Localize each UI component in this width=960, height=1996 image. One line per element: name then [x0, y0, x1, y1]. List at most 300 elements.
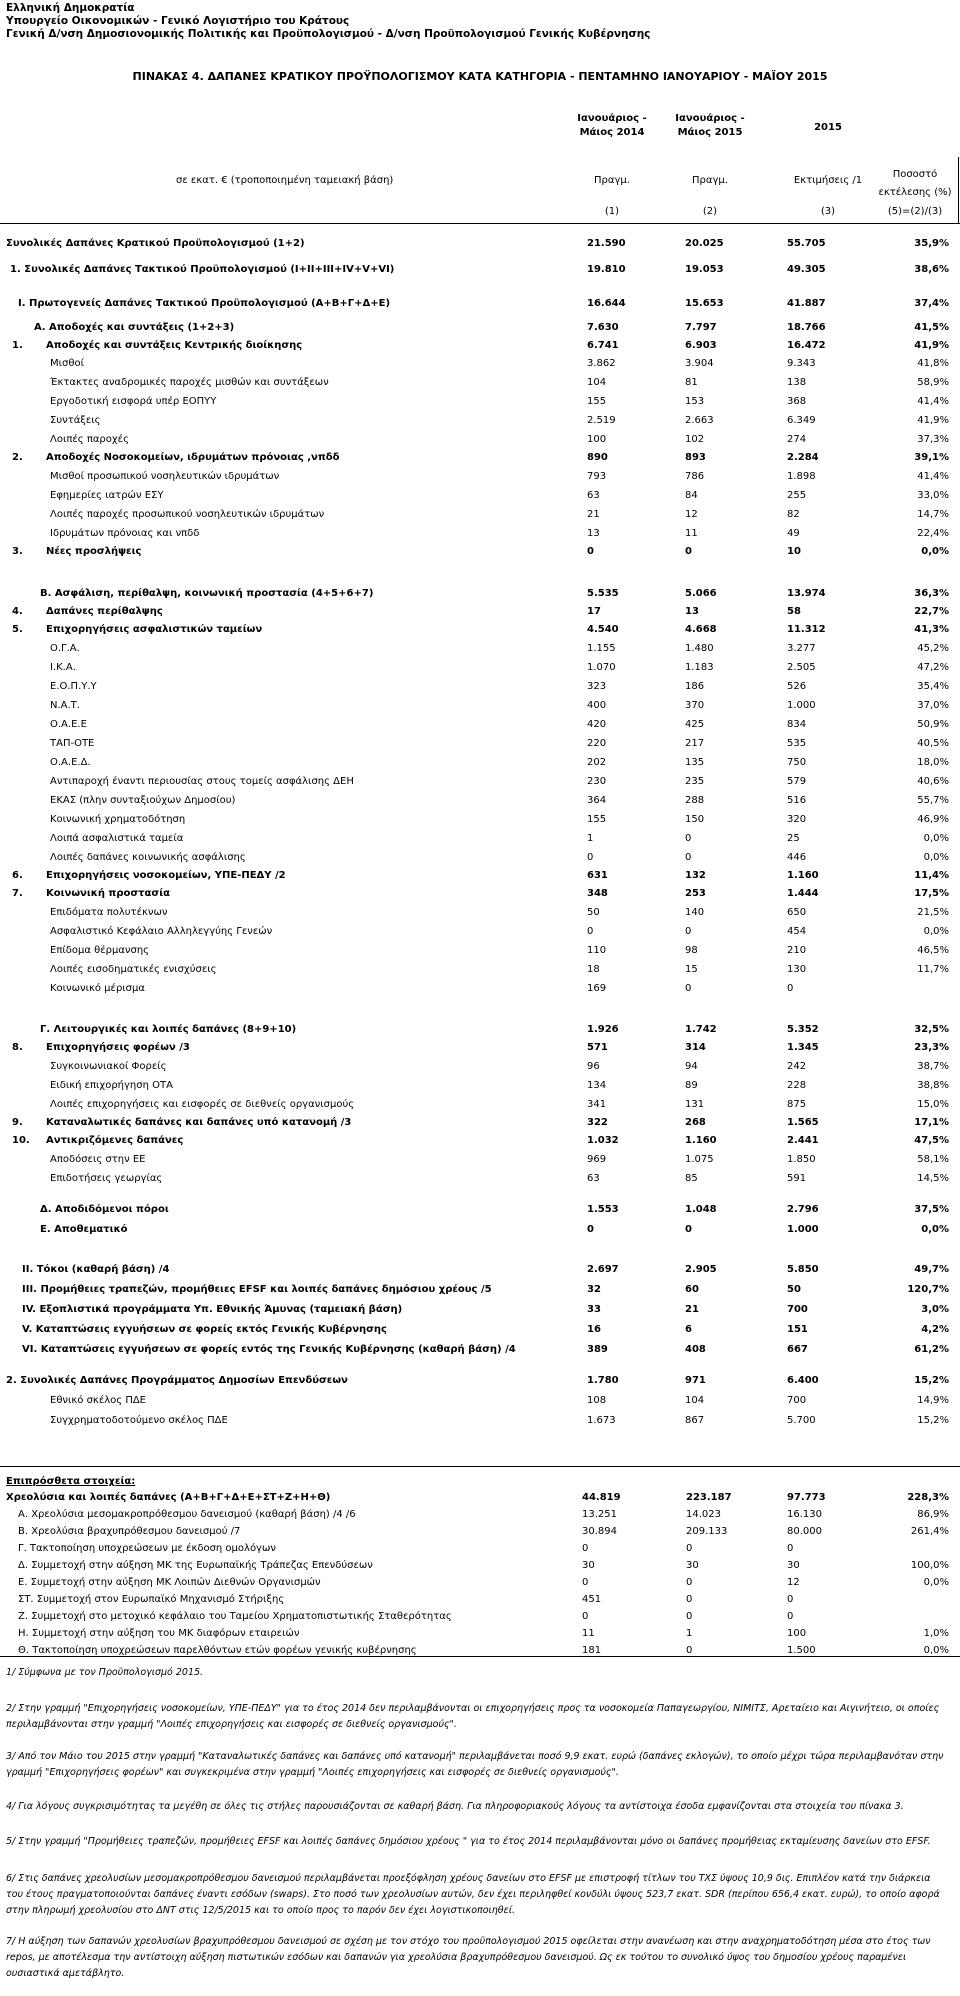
table-row — [0, 1373, 960, 1389]
value-execution-pct: 228,3% — [907, 1492, 949, 1503]
value-jan-may-2015: 21 — [685, 1304, 699, 1315]
value-estimate-2015: 834 — [787, 719, 807, 730]
value-estimate-2015: 138 — [787, 377, 807, 388]
value-estimate-2015: 516 — [787, 795, 807, 806]
row-label: Νέες προσλήψεις — [46, 546, 142, 557]
value-execution-pct: 39,1% — [914, 452, 949, 463]
value-estimate-2015: 667 — [787, 1344, 808, 1355]
value-estimate-2015: 10 — [787, 546, 801, 557]
table-row — [0, 507, 960, 523]
value-estimate-2015: 650 — [787, 907, 807, 918]
value-estimate-2015: 242 — [787, 1061, 807, 1072]
supplementary-row — [0, 1541, 960, 1557]
value-jan-may-2014: 1.070 — [587, 662, 616, 673]
row-label: Ασφαλιστικό Κεφάλαιο Αλληλεγγύης Γενεών — [50, 926, 273, 937]
value-execution-pct: 41,3% — [914, 624, 949, 635]
value-jan-may-2015: 0 — [686, 1594, 693, 1605]
row-label: Η. Συμμετοχή στην αύξηση του ΜΚ διαφόρων εταιρειών — [18, 1628, 300, 1639]
value-jan-may-2014: 32 — [587, 1284, 601, 1295]
table-row — [0, 886, 960, 902]
table-row — [0, 793, 960, 809]
col-num-4: (5)=(2)/(3) — [887, 206, 943, 217]
value-execution-pct: 261,4% — [910, 1526, 949, 1537]
row-label: Δ. Αποδιδόμενοι πόροι — [40, 1204, 169, 1215]
header-estimates: Εκτιμήσεις /1 — [793, 175, 863, 186]
header-right-rule — [958, 157, 959, 223]
value-jan-may-2014: 63 — [587, 490, 600, 501]
value-jan-may-2014: 44.819 — [582, 1492, 621, 1503]
value-execution-pct: 0,0% — [923, 926, 949, 937]
value-estimate-2015: 368 — [787, 396, 807, 407]
table-row — [0, 1393, 960, 1409]
value-jan-may-2015: 1.048 — [685, 1204, 717, 1215]
value-execution-pct: 38,8% — [917, 1080, 949, 1091]
supplementary-bottom-rule — [0, 1656, 960, 1657]
value-jan-may-2015: 425 — [685, 719, 705, 730]
value-jan-may-2014: 1 — [587, 833, 594, 844]
row-number: 6. — [12, 870, 23, 881]
value-jan-may-2014: 348 — [587, 888, 608, 899]
row-label: Εφημερίες ιατρών ΕΣΥ — [50, 490, 164, 501]
value-jan-may-2015: 0 — [686, 1645, 693, 1656]
table-row — [0, 660, 960, 676]
row-label: Λοιπές παροχές — [50, 434, 129, 445]
value-jan-may-2014: 96 — [587, 1061, 600, 1072]
row-label: Κοινωνικό μέρισμα — [50, 983, 145, 994]
table-row — [0, 1152, 960, 1168]
value-jan-may-2015: 153 — [685, 396, 705, 407]
value-jan-may-2014: 19.810 — [587, 264, 626, 275]
value-estimate-2015: 446 — [787, 852, 807, 863]
table-row — [0, 905, 960, 921]
value-jan-may-2015: 288 — [685, 795, 705, 806]
table-row — [0, 488, 960, 504]
row-label: Συγκοινωνιακοί Φορείς — [50, 1061, 167, 1072]
value-jan-may-2015: 408 — [685, 1344, 706, 1355]
value-jan-may-2015: 2.905 — [685, 1264, 717, 1275]
table-row — [0, 812, 960, 828]
value-execution-pct: 49,7% — [914, 1264, 949, 1275]
row-number: 8. — [12, 1042, 23, 1053]
value-estimate-2015: 49 — [787, 528, 800, 539]
row-label: Έκτακτες αναδρομικές παροχές μισθών και συντάξεων — [50, 377, 329, 388]
footnote: 4/ Για λόγους συγκρισιμότητας τα μεγέθη σε όλες τις στήλες παρουσιάζονται σε καθαρή βάση. Για πληροφοριακούς λόγους τα αντίστοιχα έσοδα εμφανίζονται στα στοιχεία του πίνακα 3. — [6, 1801, 904, 1812]
value-jan-may-2014: 181 — [582, 1645, 602, 1656]
supplementary-row — [0, 1626, 960, 1642]
value-jan-may-2014: 110 — [587, 945, 607, 956]
value-jan-may-2014: 793 — [587, 471, 607, 482]
value-jan-may-2014: 1.673 — [587, 1415, 616, 1426]
value-jan-may-2015: 11 — [685, 528, 698, 539]
value-jan-may-2014: 11 — [582, 1628, 595, 1639]
value-jan-may-2015: 15.653 — [685, 298, 724, 309]
table-row — [0, 1171, 960, 1187]
value-jan-may-2014: 323 — [587, 681, 607, 692]
footnote: 7/ Η αύξηση των δαπανών χρεολυσίων βραχυπρόθεσμου δανεισμού σε σχέση με τον στόχο του προϋπολογισμού 2015 οφείλεται στην ανανέωση και στην αναχρηματοδότηση μέσα στο έτος των repos, με αποτέλεσμα την αντίστοιχη αύξηση πιστωτικών εσόδων και δαπανών για χρεολύσια βραχυπρόθεσμου δανεισμού. Ως εκ τούτου το συνολικό ύψος του δημοσίου χρέους παραμένει ουσιαστικά αμετάβλητο. — [6, 1936, 931, 1979]
value-execution-pct: 21,5% — [917, 907, 949, 918]
value-jan-may-2015: 786 — [685, 471, 705, 482]
value-jan-may-2014: 18 — [587, 964, 600, 975]
row-label: Ι.Κ.Α. — [50, 662, 76, 673]
value-jan-may-2015: 1.160 — [685, 1135, 717, 1146]
header-execution-pct: Ποσοστό εκτέλεσης (%) — [878, 169, 952, 198]
table-row — [0, 262, 960, 278]
value-estimate-2015: 16.130 — [787, 1509, 822, 1520]
table-row — [0, 432, 960, 448]
row-number: 4. — [12, 606, 23, 617]
value-estimate-2015: 1.898 — [787, 471, 816, 482]
value-estimate-2015: 25 — [787, 833, 800, 844]
table-row — [0, 1282, 960, 1298]
value-jan-may-2014: 50 — [587, 907, 600, 918]
value-execution-pct: 18,0% — [917, 757, 949, 768]
value-jan-may-2014: 6.741 — [587, 340, 619, 351]
value-execution-pct: 41,8% — [917, 358, 949, 369]
value-jan-may-2014: 100 — [587, 434, 607, 445]
table-row — [0, 1202, 960, 1218]
row-label: III. Προμήθειες τραπεζών, προμήθειες EFSF και λοιπές δαπάνες δημόσιου χρέους /5 — [22, 1284, 492, 1295]
value-estimate-2015: 700 — [787, 1304, 808, 1315]
value-execution-pct: 15,0% — [917, 1099, 949, 1110]
value-estimate-2015: 80.000 — [787, 1526, 822, 1537]
row-label: Α. Αποδοχές και συντάξεις (1+2+3) — [34, 322, 235, 333]
value-execution-pct: 14,9% — [917, 1395, 949, 1406]
header-actual-2014: Πραγμ. — [594, 175, 630, 186]
value-execution-pct: 86,9% — [917, 1509, 949, 1520]
value-estimate-2015: 1.444 — [787, 888, 819, 899]
value-jan-may-2014: 202 — [587, 757, 607, 768]
value-execution-pct: 40,6% — [917, 776, 949, 787]
row-label: ΤΑΠ-ΟΤΕ — [50, 738, 95, 749]
row-label: Ε. Συμμετοχή στην αύξηση ΜΚ Λοιπών Διεθνών Οργανισμών — [18, 1577, 321, 1588]
table-row — [0, 1115, 960, 1131]
value-estimate-2015: 2.441 — [787, 1135, 819, 1146]
table-row — [0, 236, 960, 252]
table-row — [0, 338, 960, 354]
value-jan-may-2014: 13 — [587, 528, 600, 539]
footnote: 2/ Στην γραμμή "Επιχορηγήσεις νοσοκομείων, ΥΠΕ-ΠΕΔΥ" για το έτος 2014 δεν περιλαμβάνονται οι επιχορηγήσεις προς τα νοσοκομεία Παπαγεωργίου, ΝΙΜΙΤΣ, Αρεταίειο και Αιγινήτειο, οι οποίες περιλαμβάνονται στην γραμμή "Λοιπές επιχορηγήσεις και εισφορές σε διεθνείς οργανισμούς". — [6, 1703, 940, 1730]
value-jan-may-2015: 223.187 — [686, 1492, 732, 1503]
table-title: ΠΙΝΑΚΑΣ 4. ΔΑΠΑΝΕΣ ΚΡΑΤΙΚΟΥ ΠΡΟΫΠΟΛΟΓΙΣΜΟΥ ΚΑΤΑ ΚΑΤΗΓΟΡΙΑ - ΠΕΝΤΑΜΗΝΟ ΙΑΝΟΥΑΡΙΟΥ - ΜΑΪΟΥ 2015 — [132, 70, 828, 83]
table-row — [0, 1262, 960, 1278]
value-estimate-2015: 5.352 — [787, 1024, 819, 1035]
row-label: II. Τόκοι (καθαρή βάση) /4 — [22, 1264, 170, 1275]
value-estimate-2015: 875 — [787, 1099, 807, 1110]
value-jan-may-2014: 1.032 — [587, 1135, 619, 1146]
value-execution-pct: 36,3% — [914, 588, 949, 599]
value-estimate-2015: 12 — [787, 1577, 800, 1588]
value-jan-may-2015: 60 — [685, 1284, 699, 1295]
supplementary-title: Επιπρόσθετα στοιχεία: — [6, 1476, 136, 1487]
value-execution-pct: 40,5% — [917, 738, 949, 749]
row-label: Επιδοτήσεις γεωργίας — [50, 1173, 163, 1184]
value-jan-may-2015: 314 — [685, 1042, 706, 1053]
value-jan-may-2015: 0 — [685, 546, 692, 557]
row-label: Λοιπές επιχορηγήσεις και εισφορές σε διεθνείς οργανισμούς — [50, 1099, 355, 1110]
value-jan-may-2015: 268 — [685, 1117, 706, 1128]
table-row — [0, 774, 960, 790]
value-jan-may-2015: 19.053 — [685, 264, 724, 275]
value-jan-may-2015: 0 — [685, 926, 692, 937]
value-execution-pct: 37,3% — [917, 434, 949, 445]
value-jan-may-2014: 220 — [587, 738, 607, 749]
value-jan-may-2015: 150 — [685, 814, 705, 825]
value-jan-may-2014: 2.697 — [587, 1264, 619, 1275]
value-jan-may-2015: 0 — [686, 1611, 693, 1622]
table-row — [0, 1322, 960, 1338]
row-label: Αντικριζόμενες δαπάνες — [46, 1135, 184, 1146]
row-label: Συνολικές Δαπάνες Κρατικού Προϋπολογισμού (1+2) — [6, 238, 305, 249]
value-execution-pct: 22,7% — [914, 606, 949, 617]
value-jan-may-2015: 4.668 — [685, 624, 717, 635]
table-row — [0, 962, 960, 978]
value-execution-pct: 58,9% — [917, 377, 949, 388]
table-row — [0, 622, 960, 638]
value-jan-may-2014: 230 — [587, 776, 607, 787]
table-row — [0, 1040, 960, 1056]
row-label: Ε. Αποθεματικό — [40, 1224, 128, 1235]
value-estimate-2015: 9.343 — [787, 358, 816, 369]
row-label: Επιχορηγήσεις νοσοκομείων, ΥΠΕ-ΠΕΔΥ /2 — [46, 870, 286, 881]
value-estimate-2015: 1.000 — [787, 700, 816, 711]
col-num-2: (2) — [702, 206, 718, 217]
col-num-1: (1) — [604, 206, 620, 217]
value-execution-pct: 14,7% — [917, 509, 949, 520]
row-label: Λοιπά ασφαλιστικά ταμεία — [50, 833, 184, 844]
value-jan-may-2014: 16.644 — [587, 298, 626, 309]
value-estimate-2015: 1.345 — [787, 1042, 819, 1053]
value-estimate-2015: 130 — [787, 964, 807, 975]
value-jan-may-2014: 169 — [587, 983, 607, 994]
row-label: Επίδομα θέρμανσης — [50, 945, 150, 956]
row-label: Δαπάνες περίθαλψης — [46, 606, 163, 617]
value-execution-pct: 35,9% — [914, 238, 949, 249]
value-estimate-2015: 58 — [787, 606, 801, 617]
table-row — [0, 320, 960, 336]
value-jan-may-2015: 131 — [685, 1099, 705, 1110]
value-execution-pct: 15,2% — [914, 1375, 949, 1386]
value-execution-pct: 0,0% — [923, 1645, 949, 1656]
row-label: 1. Συνολικές Δαπάνες Τακτικού Προϋπολογισμού (I+II+III+IV+V+VI) — [10, 264, 395, 275]
value-jan-may-2015: 3.904 — [685, 358, 714, 369]
value-jan-may-2015: 971 — [685, 1375, 706, 1386]
footnote: 6/ Στις δαπάνες χρεολυσίων μεσομακροπρόθεσμου δανεισμού περιλαμβάνεται προεξόφληση χρέους δανείων στο EFSF με επιστροφή τίτλων του ΤΧΣ ύψους 10,9 δις. Επιπλέον κατά την διάρκεια του έτους πραγματοποιούνται δαπάνες έναντι εσόδων (swaps). Στο ποσό των χρεολυσίων αυτών, δεν έχει περιληφθεί κονδύλι ύψους 523,7 εκατ. SDR (περίπου 656,4 εκατ. ευρώ), το οποίο αφορά στην πληρωμή χρεολυσίου στο ΔΝΤ στις 12/5/2015 και το οποίο προς το παρόν δεν έχει λογιστικοποιηθεί. — [6, 1873, 940, 1916]
value-jan-may-2014: 13.251 — [582, 1509, 617, 1520]
value-estimate-2015: 1.160 — [787, 870, 819, 881]
row-label: Αποδόσεις στην ΕΕ — [50, 1154, 146, 1165]
value-execution-pct: 41,4% — [917, 396, 949, 407]
value-jan-may-2015: 7.797 — [685, 322, 717, 333]
org-line: Υπουργείο Οικονομικών - Γενικό Λογιστήριο του Κράτους — [6, 15, 350, 27]
value-jan-may-2015: 253 — [685, 888, 706, 899]
row-label: Μισθοί — [50, 358, 84, 369]
row-label: Κοινωνική χρηματοδότηση — [50, 814, 186, 825]
value-execution-pct: 0,0% — [923, 852, 949, 863]
table-row — [0, 679, 960, 695]
value-estimate-2015: 16.472 — [787, 340, 826, 351]
value-jan-may-2014: 21 — [587, 509, 600, 520]
value-estimate-2015: 2.796 — [787, 1204, 819, 1215]
value-jan-may-2015: 84 — [685, 490, 698, 501]
value-jan-may-2015: 1.075 — [685, 1154, 714, 1165]
value-jan-may-2015: 6 — [685, 1324, 692, 1335]
value-jan-may-2015: 186 — [685, 681, 705, 692]
value-execution-pct: 61,2% — [914, 1344, 949, 1355]
value-jan-may-2015: 1.742 — [685, 1024, 717, 1035]
table-row — [0, 1097, 960, 1113]
table-bottom-rule — [0, 1466, 960, 1467]
row-label: Δ. Συμμετοχή στην αύξηση ΜΚ της Ευρωπαϊκής Τράπεζας Επενδύσεων — [18, 1560, 373, 1571]
value-execution-pct: 33,0% — [917, 490, 949, 501]
table-row — [0, 586, 960, 602]
value-jan-may-2014: 63 — [587, 1173, 600, 1184]
value-jan-may-2015: 94 — [685, 1061, 698, 1072]
table-row — [0, 544, 960, 560]
row-number: 7. — [12, 888, 23, 899]
table-row — [0, 736, 960, 752]
row-label: 2. Συνολικές Δαπάνες Προγράμματος Δημοσίων Επενδύσεων — [6, 1375, 348, 1386]
value-jan-may-2015: 0 — [686, 1543, 693, 1554]
value-jan-may-2014: 0 — [587, 1224, 594, 1235]
value-jan-may-2015: 1 — [686, 1628, 693, 1639]
supplementary-row — [0, 1558, 960, 1574]
value-estimate-2015: 6.349 — [787, 415, 816, 426]
value-jan-may-2015: 1.183 — [685, 662, 714, 673]
value-estimate-2015: 5.700 — [787, 1415, 816, 1426]
header-period-2015: Ιανουάριος - Μάιος 2015 — [675, 113, 745, 138]
row-label: Ζ. Συμμετοχή στο μετοχικό κεφάλαιο του Ταμείου Χρηματοπιστωτικής Σταθερότητας — [18, 1611, 452, 1622]
value-jan-may-2014: 134 — [587, 1080, 607, 1091]
value-estimate-2015: 579 — [787, 776, 807, 787]
value-jan-may-2015: 98 — [685, 945, 698, 956]
row-number: 2. — [12, 452, 23, 463]
value-jan-may-2014: 30 — [582, 1560, 595, 1571]
value-estimate-2015: 50 — [787, 1284, 801, 1295]
value-estimate-2015: 30 — [787, 1560, 800, 1571]
value-jan-may-2014: 4.540 — [587, 624, 619, 635]
value-jan-may-2014: 0 — [582, 1611, 589, 1622]
value-estimate-2015: 41.887 — [787, 298, 826, 309]
value-jan-may-2014: 389 — [587, 1344, 608, 1355]
value-execution-pct: 22,4% — [917, 528, 949, 539]
value-jan-may-2014: 2.519 — [587, 415, 616, 426]
row-label: Καταναλωτικές δαπάνες και δαπάνες υπό κατανομή /3 — [46, 1117, 352, 1128]
value-execution-pct: 38,6% — [914, 264, 949, 275]
row-label: Αποδοχές και συντάξεις Κεντρικής διοίκησης — [46, 340, 303, 351]
table-row — [0, 1222, 960, 1238]
value-jan-may-2014: 1.553 — [587, 1204, 619, 1215]
value-estimate-2015: 1.850 — [787, 1154, 816, 1165]
value-jan-may-2015: 0 — [685, 833, 692, 844]
value-jan-may-2014: 0 — [582, 1577, 589, 1588]
row-number: 5. — [12, 624, 23, 635]
value-jan-may-2015: 20.025 — [685, 238, 724, 249]
table-row — [0, 698, 960, 714]
row-label: Συντάξεις — [50, 415, 101, 426]
value-estimate-2015: 100 — [787, 1628, 807, 1639]
value-execution-pct: 47,5% — [914, 1135, 949, 1146]
value-estimate-2015: 0 — [787, 983, 794, 994]
value-execution-pct: 37,0% — [917, 700, 949, 711]
row-number: 9. — [12, 1117, 23, 1128]
value-estimate-2015: 1.000 — [787, 1224, 819, 1235]
table-row — [0, 375, 960, 391]
table-row — [0, 526, 960, 542]
value-execution-pct: 17,1% — [914, 1117, 949, 1128]
table-row — [0, 641, 960, 657]
row-label: Ο.Α.Ε.Ε — [50, 719, 87, 730]
table-row — [0, 413, 960, 429]
supplementary-row — [0, 1507, 960, 1523]
row-label: Θ. Τακτοποίηση υποχρεώσεων παρελθόντων ετών φορέων γενικής κυβέρνησης — [18, 1645, 417, 1656]
value-jan-may-2015: 1.480 — [685, 643, 714, 654]
value-execution-pct: 11,4% — [914, 870, 949, 881]
table-row — [0, 850, 960, 866]
row-label: Γ. Τακτοποίηση υποχρεώσεων με έκδοση ομολόγων — [18, 1543, 276, 1554]
value-jan-may-2014: 1.780 — [587, 1375, 619, 1386]
row-label: Εθνικό σκέλος ΠΔΕ — [50, 1395, 146, 1406]
value-estimate-2015: 535 — [787, 738, 807, 749]
value-jan-may-2015: 30 — [686, 1560, 699, 1571]
row-label: Λοιπές εισοδηματικές ενισχύσεις — [50, 964, 217, 975]
value-execution-pct: 41,9% — [914, 340, 949, 351]
value-jan-may-2014: 33 — [587, 1304, 601, 1315]
row-label: Ο.Γ.Α. — [50, 643, 80, 654]
value-jan-may-2015: 132 — [685, 870, 706, 881]
value-jan-may-2015: 81 — [685, 377, 698, 388]
value-estimate-2015: 255 — [787, 490, 807, 501]
row-label: IV. Εξοπλιστικά προγράμματα Υπ. Εθνικής Άμυνας (ταμειακή βάση) — [22, 1304, 403, 1315]
value-execution-pct: 37,5% — [914, 1204, 949, 1215]
value-estimate-2015: 82 — [787, 509, 800, 520]
value-estimate-2015: 750 — [787, 757, 807, 768]
value-estimate-2015: 5.850 — [787, 1264, 819, 1275]
table-row — [0, 394, 960, 410]
value-jan-may-2015: 6.903 — [685, 340, 717, 351]
footnote: 1/ Σύμφωνα με τον Προϋπολογισμό 2015. — [6, 1667, 204, 1678]
value-execution-pct: 41,5% — [914, 322, 949, 333]
value-jan-may-2014: 21.590 — [587, 238, 626, 249]
value-estimate-2015: 0 — [787, 1611, 794, 1622]
row-label: Α. Χρεολύσια μεσομακροπρόθεσμου δανεισμού (καθαρή βάση) /4 /6 — [18, 1509, 356, 1520]
header-period-2014: Ιανουάριος - Μάιος 2014 — [577, 113, 647, 138]
value-execution-pct: 47,2% — [917, 662, 949, 673]
value-execution-pct: 4,2% — [921, 1324, 949, 1335]
value-estimate-2015: 700 — [787, 1395, 807, 1406]
value-jan-may-2015: 209.133 — [686, 1526, 728, 1537]
value-execution-pct: 14,5% — [917, 1173, 949, 1184]
value-execution-pct: 1,0% — [923, 1628, 949, 1639]
row-label: Επιδόματα πολυτέκνων — [50, 907, 168, 918]
value-estimate-2015: 0 — [787, 1594, 794, 1605]
value-estimate-2015: 274 — [787, 434, 807, 445]
value-jan-may-2014: 969 — [587, 1154, 607, 1165]
value-jan-may-2014: 631 — [587, 870, 608, 881]
row-label: Χρεολύσια και λοιπές δαπάνες (Α+Β+Γ+Δ+Ε+ΣΤ+Ζ+Η+Θ) — [6, 1492, 331, 1503]
value-jan-may-2015: 140 — [685, 907, 705, 918]
table-row — [0, 1078, 960, 1094]
table-row — [0, 1059, 960, 1075]
row-label: Αποδοχές Νοσοκομείων, ιδρυμάτων πρόνοιας ,νπδδ — [46, 452, 340, 463]
value-jan-may-2015: 85 — [685, 1173, 698, 1184]
supplementary-row — [0, 1524, 960, 1540]
row-label: I. Πρωτογενείς Δαπάνες Τακτικού Προϋπολογισμού (Α+Β+Γ+Δ+Ε) — [18, 298, 391, 309]
value-execution-pct: 38,7% — [917, 1061, 949, 1072]
value-jan-may-2015: 104 — [685, 1395, 705, 1406]
value-jan-may-2015: 15 — [685, 964, 698, 975]
value-execution-pct: 11,7% — [917, 964, 949, 975]
table-row — [0, 1342, 960, 1358]
